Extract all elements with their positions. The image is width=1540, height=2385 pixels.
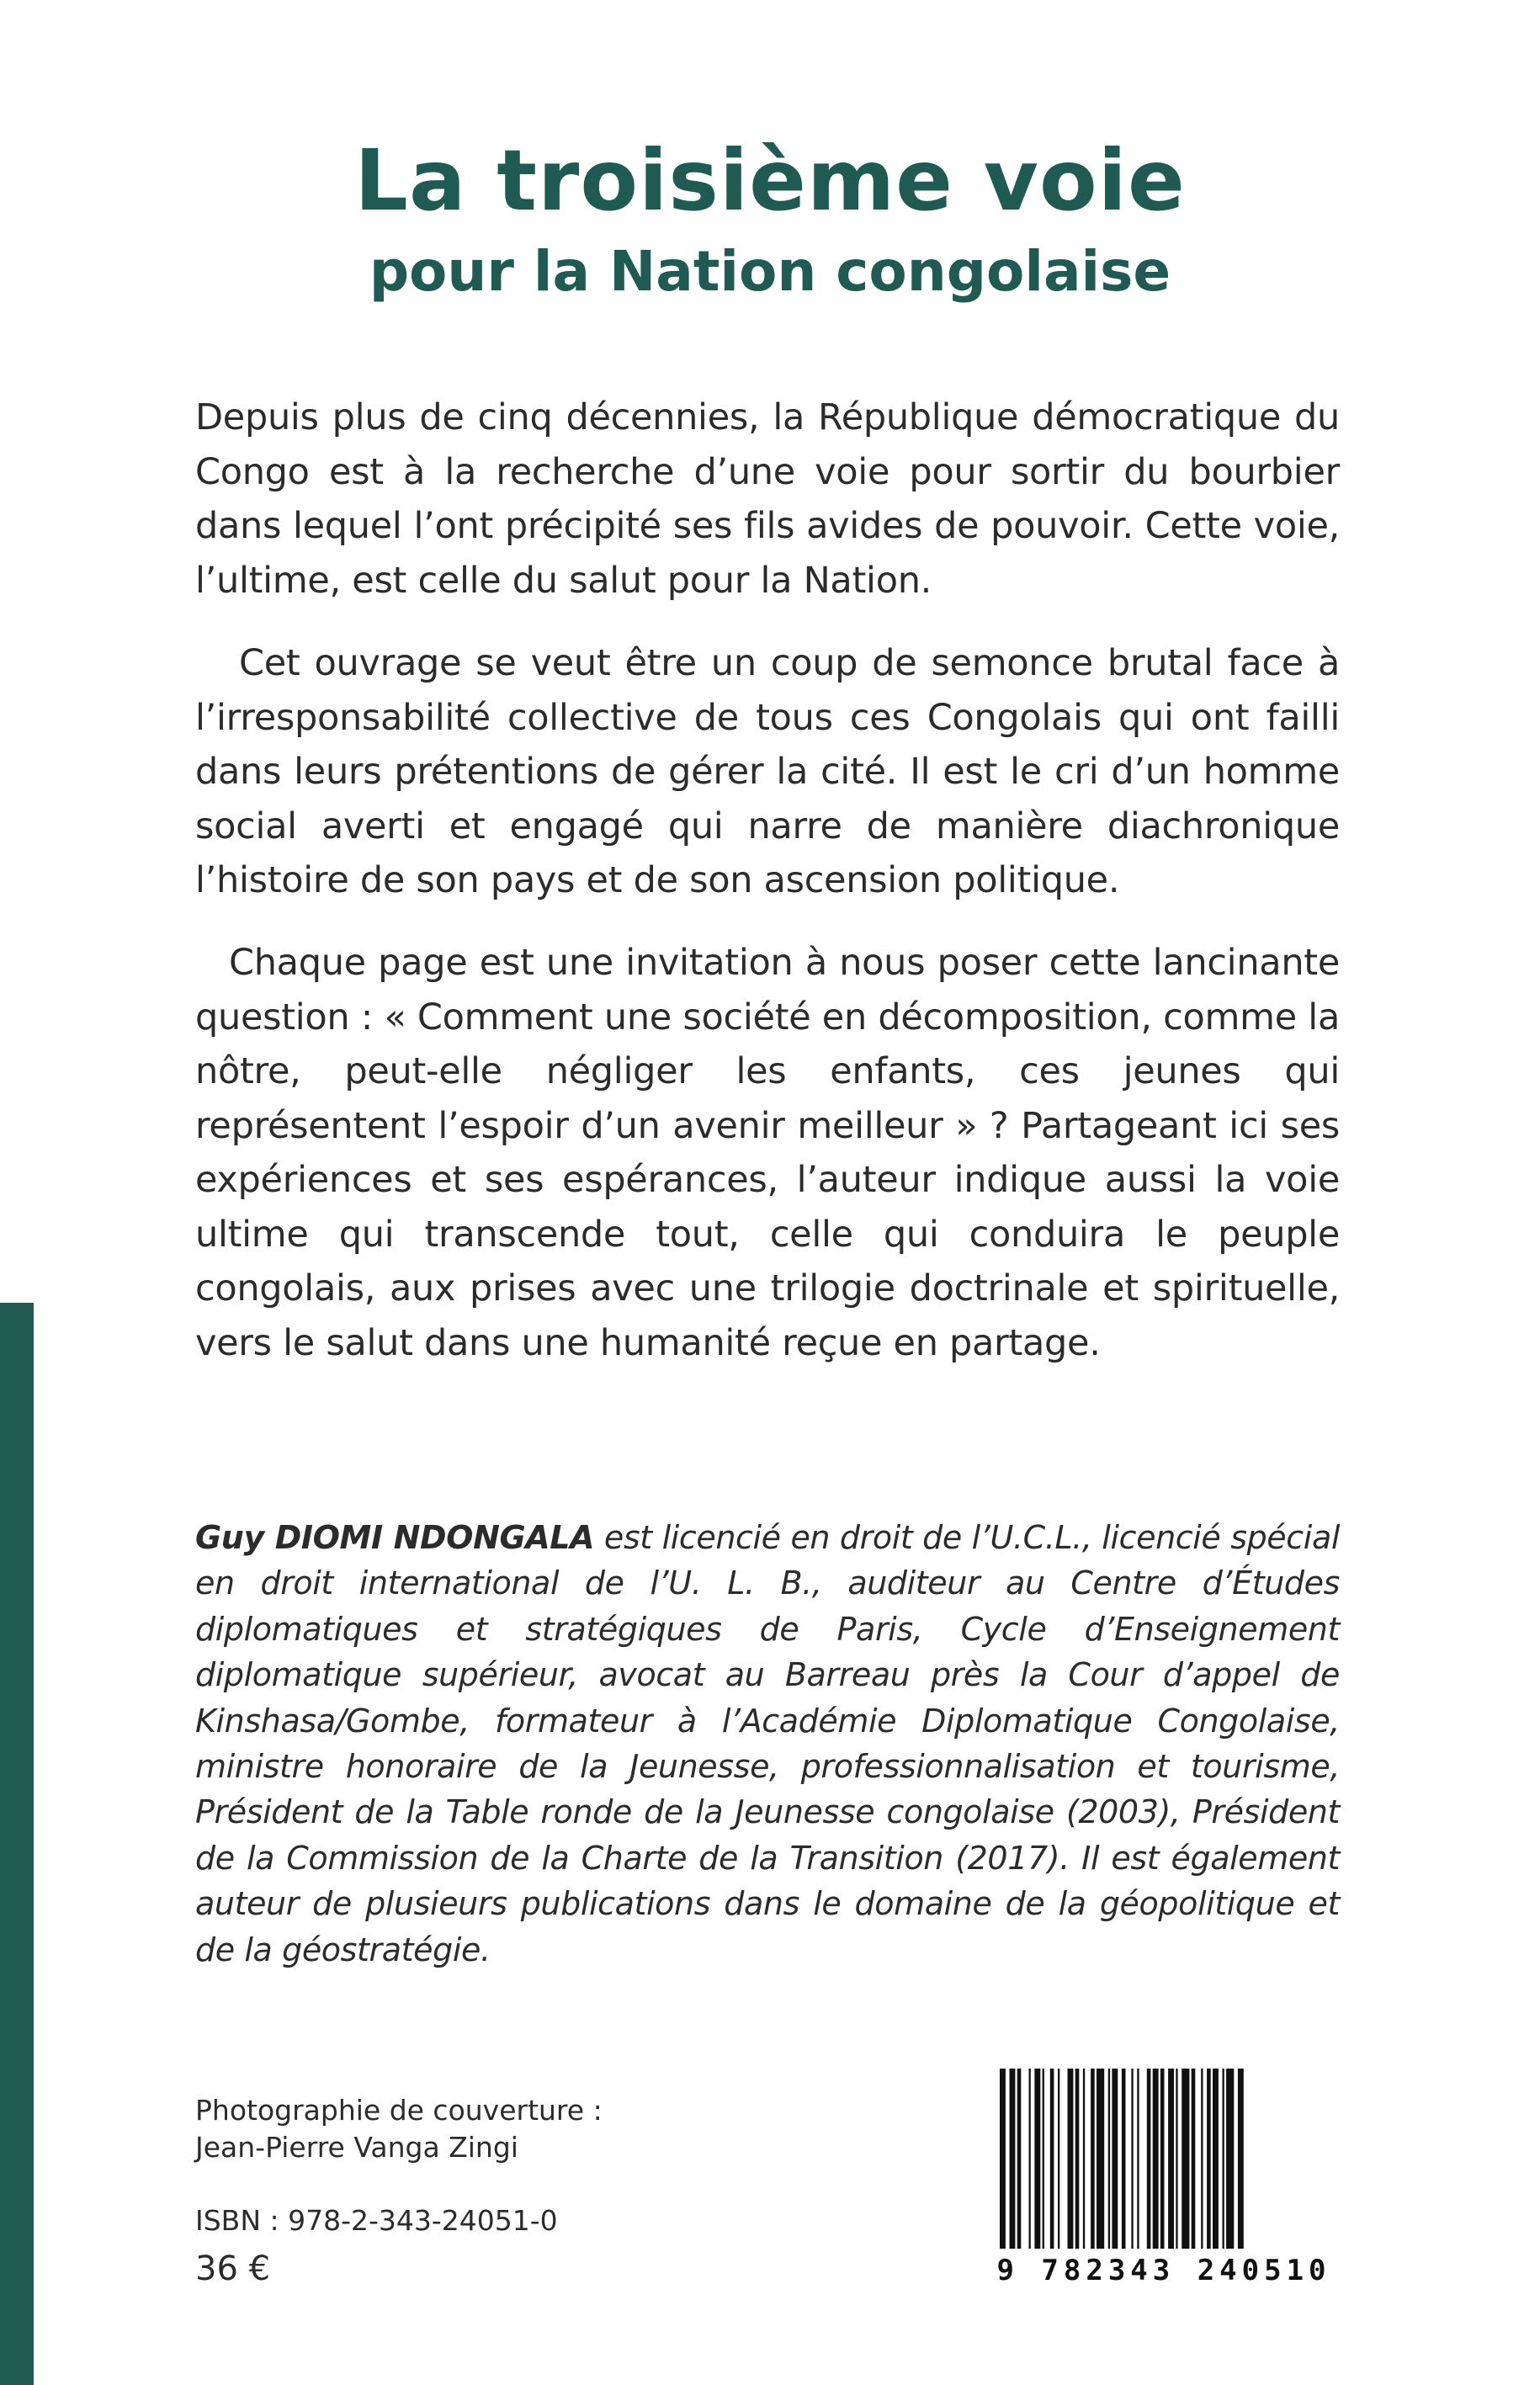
barcode-bar — [1097, 2069, 1104, 2252]
barcode-bar — [1091, 2069, 1095, 2252]
barcode-bar — [1213, 2069, 1219, 2252]
barcode-bar — [1058, 2069, 1059, 2252]
author-bio — [195, 1515, 1340, 1973]
barcode-bar — [1050, 2069, 1054, 2252]
barcode-bar — [1137, 2069, 1139, 2252]
barcode-bar — [1068, 2069, 1074, 2252]
barcode-bar — [1112, 2069, 1118, 2252]
barcode-digits: 9 782343 240510 — [996, 2254, 1331, 2287]
price: 36 € — [195, 2250, 271, 2288]
barcode-bar — [1029, 2069, 1031, 2252]
photo-credit-label: Photographie de couverture : — [195, 2094, 603, 2127]
isbn: ISBN : 978-2-343-24051-0 — [195, 2204, 558, 2237]
author-bio-text: est licencié en droit de l’U.C.L., licencié spécial en droit international de l’U. L. B., auditeur au Centre d’Études diplomatiques et stratégiques de Paris, Cycle d’Enseignement diplomatique supérieur, avocat au Barreau près la Cour d’appel de Kinshasa/Gombe, formateur à l’Académie Diplomatique Congolaise, ministre honoraire de la Jeunesse, professionnalisation et tourisme, Président de la Table ronde de la Jeunesse congolaise (2003), Président de la Commission de la Charte de la Transition (2017). Il est également auteur de plusieurs publications dans le domaine de la géopolitique et de la géostratégie. — [195, 1519, 1340, 1968]
barcode-bar — [1034, 2069, 1040, 2252]
barcode-bar — [1182, 2069, 1189, 2252]
barcode-bar — [1083, 2069, 1085, 2252]
blurb-paragraph-2: Cet ouvrage se veut être un coup de semonce brutal face à l’irresponsabilité collective de tous ces Congolais qui ont failli dans leurs prétentions de gérer la cité. Il est le cri d’un homme social averti et engagé qui narre de manière diachronique l’histoire de son pays et de son ascension politique. — [195, 642, 1340, 901]
cover-side-band — [0, 1303, 34, 2385]
barcode-bar — [1168, 2069, 1174, 2252]
barcode-bar — [1160, 2069, 1165, 2252]
book-title: La troisième voie — [354, 131, 1186, 230]
barcode-bar — [1075, 2069, 1080, 2252]
barcode-bar — [1043, 2069, 1044, 2252]
barcode-bar — [1017, 2069, 1022, 2252]
blurb-paragraph-3: Chaque page est une invitation à nous poser cette lancinante question : « Comment une société en décomposition, comme la nôtre, peut-elle négliger les enfants, ces jeunes qui représentent l’espoir d’un avenir meilleur » ? Partageant ici ses expériences et ses espérances, l’auteur indique aussi la voie ultime qui transcende tout, celle qui conduira le peuple congolais, aux prises avec une trilogie doctrinale et spirituelle, vers le salut dans une humanité reçue en partage. — [195, 942, 1340, 1364]
barcode-bar — [1108, 2069, 1110, 2252]
blurb-paragraph-1: Depuis plus de cinq décennies, la République démocratique du Congo est à la recherche d’une voie pour sortir du bourbier dans lequel l’ont précipité ses fils avides de pouvoir. Cette voie, l’ultime, est celle du salut pour la Nation. — [195, 396, 1340, 602]
barcode-bar — [1176, 2069, 1177, 2252]
author-name: Guy DIOMI NDONGALA — [195, 1519, 595, 1556]
barcode-bar — [1192, 2069, 1196, 2252]
barcode-bar — [1153, 2069, 1159, 2252]
book-subtitle: pour la Nation congolaise — [369, 239, 1171, 304]
barcode-bar — [1226, 2069, 1234, 2252]
photo-credit-name: Jean-Pierre Vanga Zingi — [195, 2131, 518, 2164]
barcode-bar — [1147, 2069, 1151, 2252]
barcode-bar — [1131, 2069, 1133, 2252]
barcode-bar — [1207, 2069, 1211, 2252]
barcode-bar — [1201, 2069, 1203, 2252]
barcode-bar — [1223, 2069, 1224, 2252]
